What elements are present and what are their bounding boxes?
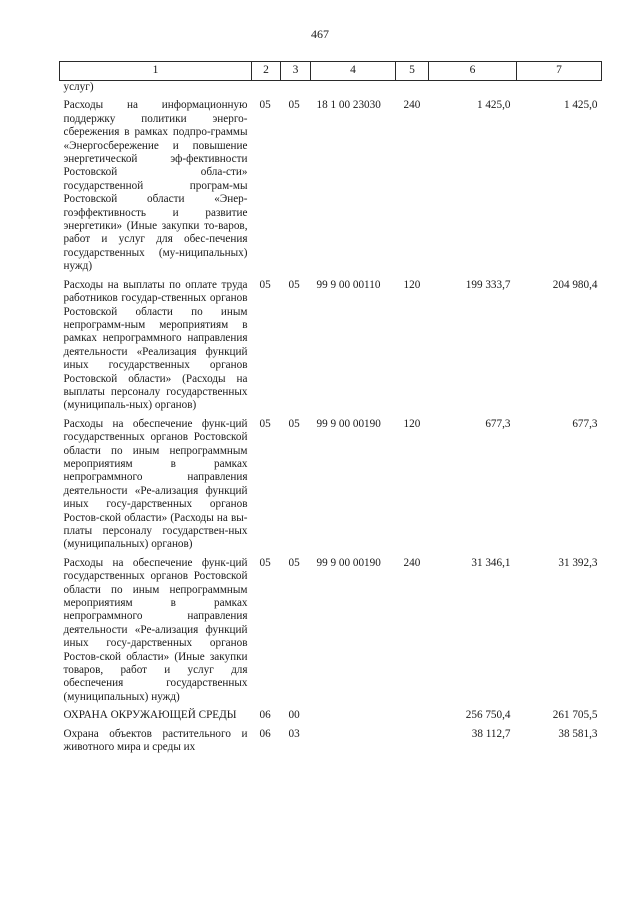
header-row	[60, 62, 602, 81]
row-target-article: 99 9 00 00190	[316, 417, 381, 430]
row-section: 05	[259, 278, 271, 291]
row-name: Расходы на обеспечение функ-ций государственных органов Ростовской области по иным непрограммным мероприятиям в рамках непрограммного направления деятельности «Ре-ализация функций иных госу-дарственных органов Ростов-ской области» (Расходы на вы-платы персоналу государствен-ных (муниципальных) органов)	[63, 417, 248, 551]
row-name: Расходы на информационную поддержку политики энерго-сбережения в рамках подпро-граммы «Энергосбережение и повышение энергетической эф-фективности Ростовской обла-сти» государственной програм-мы Ростовской области «Энер-гоэффективность и развитие энергетики» (Иные закупки то-варов, работ и услуг для обес-печения государственных (му-ниципальных) нужд)	[63, 99, 248, 273]
row-amount-1: 1 425,0	[476, 99, 511, 112]
row-subsection: 05	[288, 556, 300, 569]
row-expense-type	[396, 704, 429, 722]
column-header-1: 1	[60, 62, 252, 81]
continuation-text: услуг)	[63, 81, 94, 93]
row-section: 05	[259, 99, 271, 112]
row-amount-2: 31 392,3	[558, 556, 598, 569]
row-amount-2: 1 425,0	[563, 99, 598, 112]
row-section: 05	[259, 417, 271, 430]
column-header-7: 7	[517, 62, 602, 81]
row-name: Расходы на выплаты по оплате труда работников государ-ственных органов Ростовской области по иным непрограмм-ным мероприятиям в рамках непрограммного направления деятельности «Реализация функций иных государственных органов Ростовской области» (Расходы на выплаты персоналу государственных (муниципаль-ных) органов)	[63, 278, 248, 412]
table-row	[60, 94, 602, 273]
row-subsection: 03	[288, 727, 300, 740]
budget-table	[59, 61, 602, 755]
row-amount-2: 204 980,4	[552, 278, 598, 291]
row-amount-2: 677,3	[572, 417, 598, 430]
table-row	[60, 413, 602, 552]
row-amount-2: 38 581,3	[558, 727, 598, 740]
column-header-6: 6	[429, 62, 517, 81]
row-target-article	[311, 723, 396, 755]
table-row	[60, 552, 602, 704]
continuation-row	[60, 81, 602, 95]
row-amount-1: 199 333,7	[465, 278, 511, 291]
row-subsection: 05	[288, 278, 300, 291]
row-expense-type: 120	[403, 417, 421, 430]
row-expense-type: 120	[403, 278, 421, 291]
column-header-3: 3	[281, 62, 311, 81]
column-header-4: 4	[311, 62, 396, 81]
row-target-article: 99 9 00 00190	[316, 556, 381, 569]
page-number: 467	[311, 27, 329, 41]
row-subsection: 05	[288, 417, 300, 430]
row-section: 06	[259, 727, 271, 740]
column-header-5: 5	[396, 62, 429, 81]
row-expense-type	[396, 723, 429, 755]
row-section: 05	[259, 556, 271, 569]
row-target-article	[311, 704, 396, 722]
row-expense-type: 240	[403, 99, 421, 112]
row-target-article: 99 9 00 00110	[316, 278, 381, 291]
row-amount-1: 38 112,7	[471, 727, 511, 740]
row-name: ОХРАНА ОКРУЖАЮЩЕЙ СРЕДЫ	[63, 709, 237, 722]
row-name: Охрана объектов растительного и животного мира и среды их	[63, 727, 248, 754]
row-amount-2: 261 705,5	[552, 709, 598, 722]
row-amount-1: 31 346,1	[471, 556, 511, 569]
row-target-article: 18 1 00 23030	[316, 99, 381, 112]
table-row	[60, 704, 602, 722]
row-section: 06	[259, 709, 271, 722]
row-amount-1: 677,3	[485, 417, 511, 430]
row-subsection: 05	[288, 99, 300, 112]
row-subsection: 00	[288, 709, 300, 722]
row-name: Расходы на обеспечение функ-ций государственных органов Ростовской области по иным непрограммным мероприятиям в рамках непрограммного направления деятельности «Ре-ализация функций иных госу-дарственных органов Ростов-ской области» (Иные закупки товаров, работ и услуг для обеспечения государственных (муниципальных) нужд)	[63, 556, 248, 703]
column-header-2: 2	[252, 62, 281, 81]
row-expense-type: 240	[403, 556, 421, 569]
table-row	[60, 723, 602, 755]
table-row	[60, 274, 602, 413]
row-amount-1: 256 750,4	[465, 709, 511, 722]
